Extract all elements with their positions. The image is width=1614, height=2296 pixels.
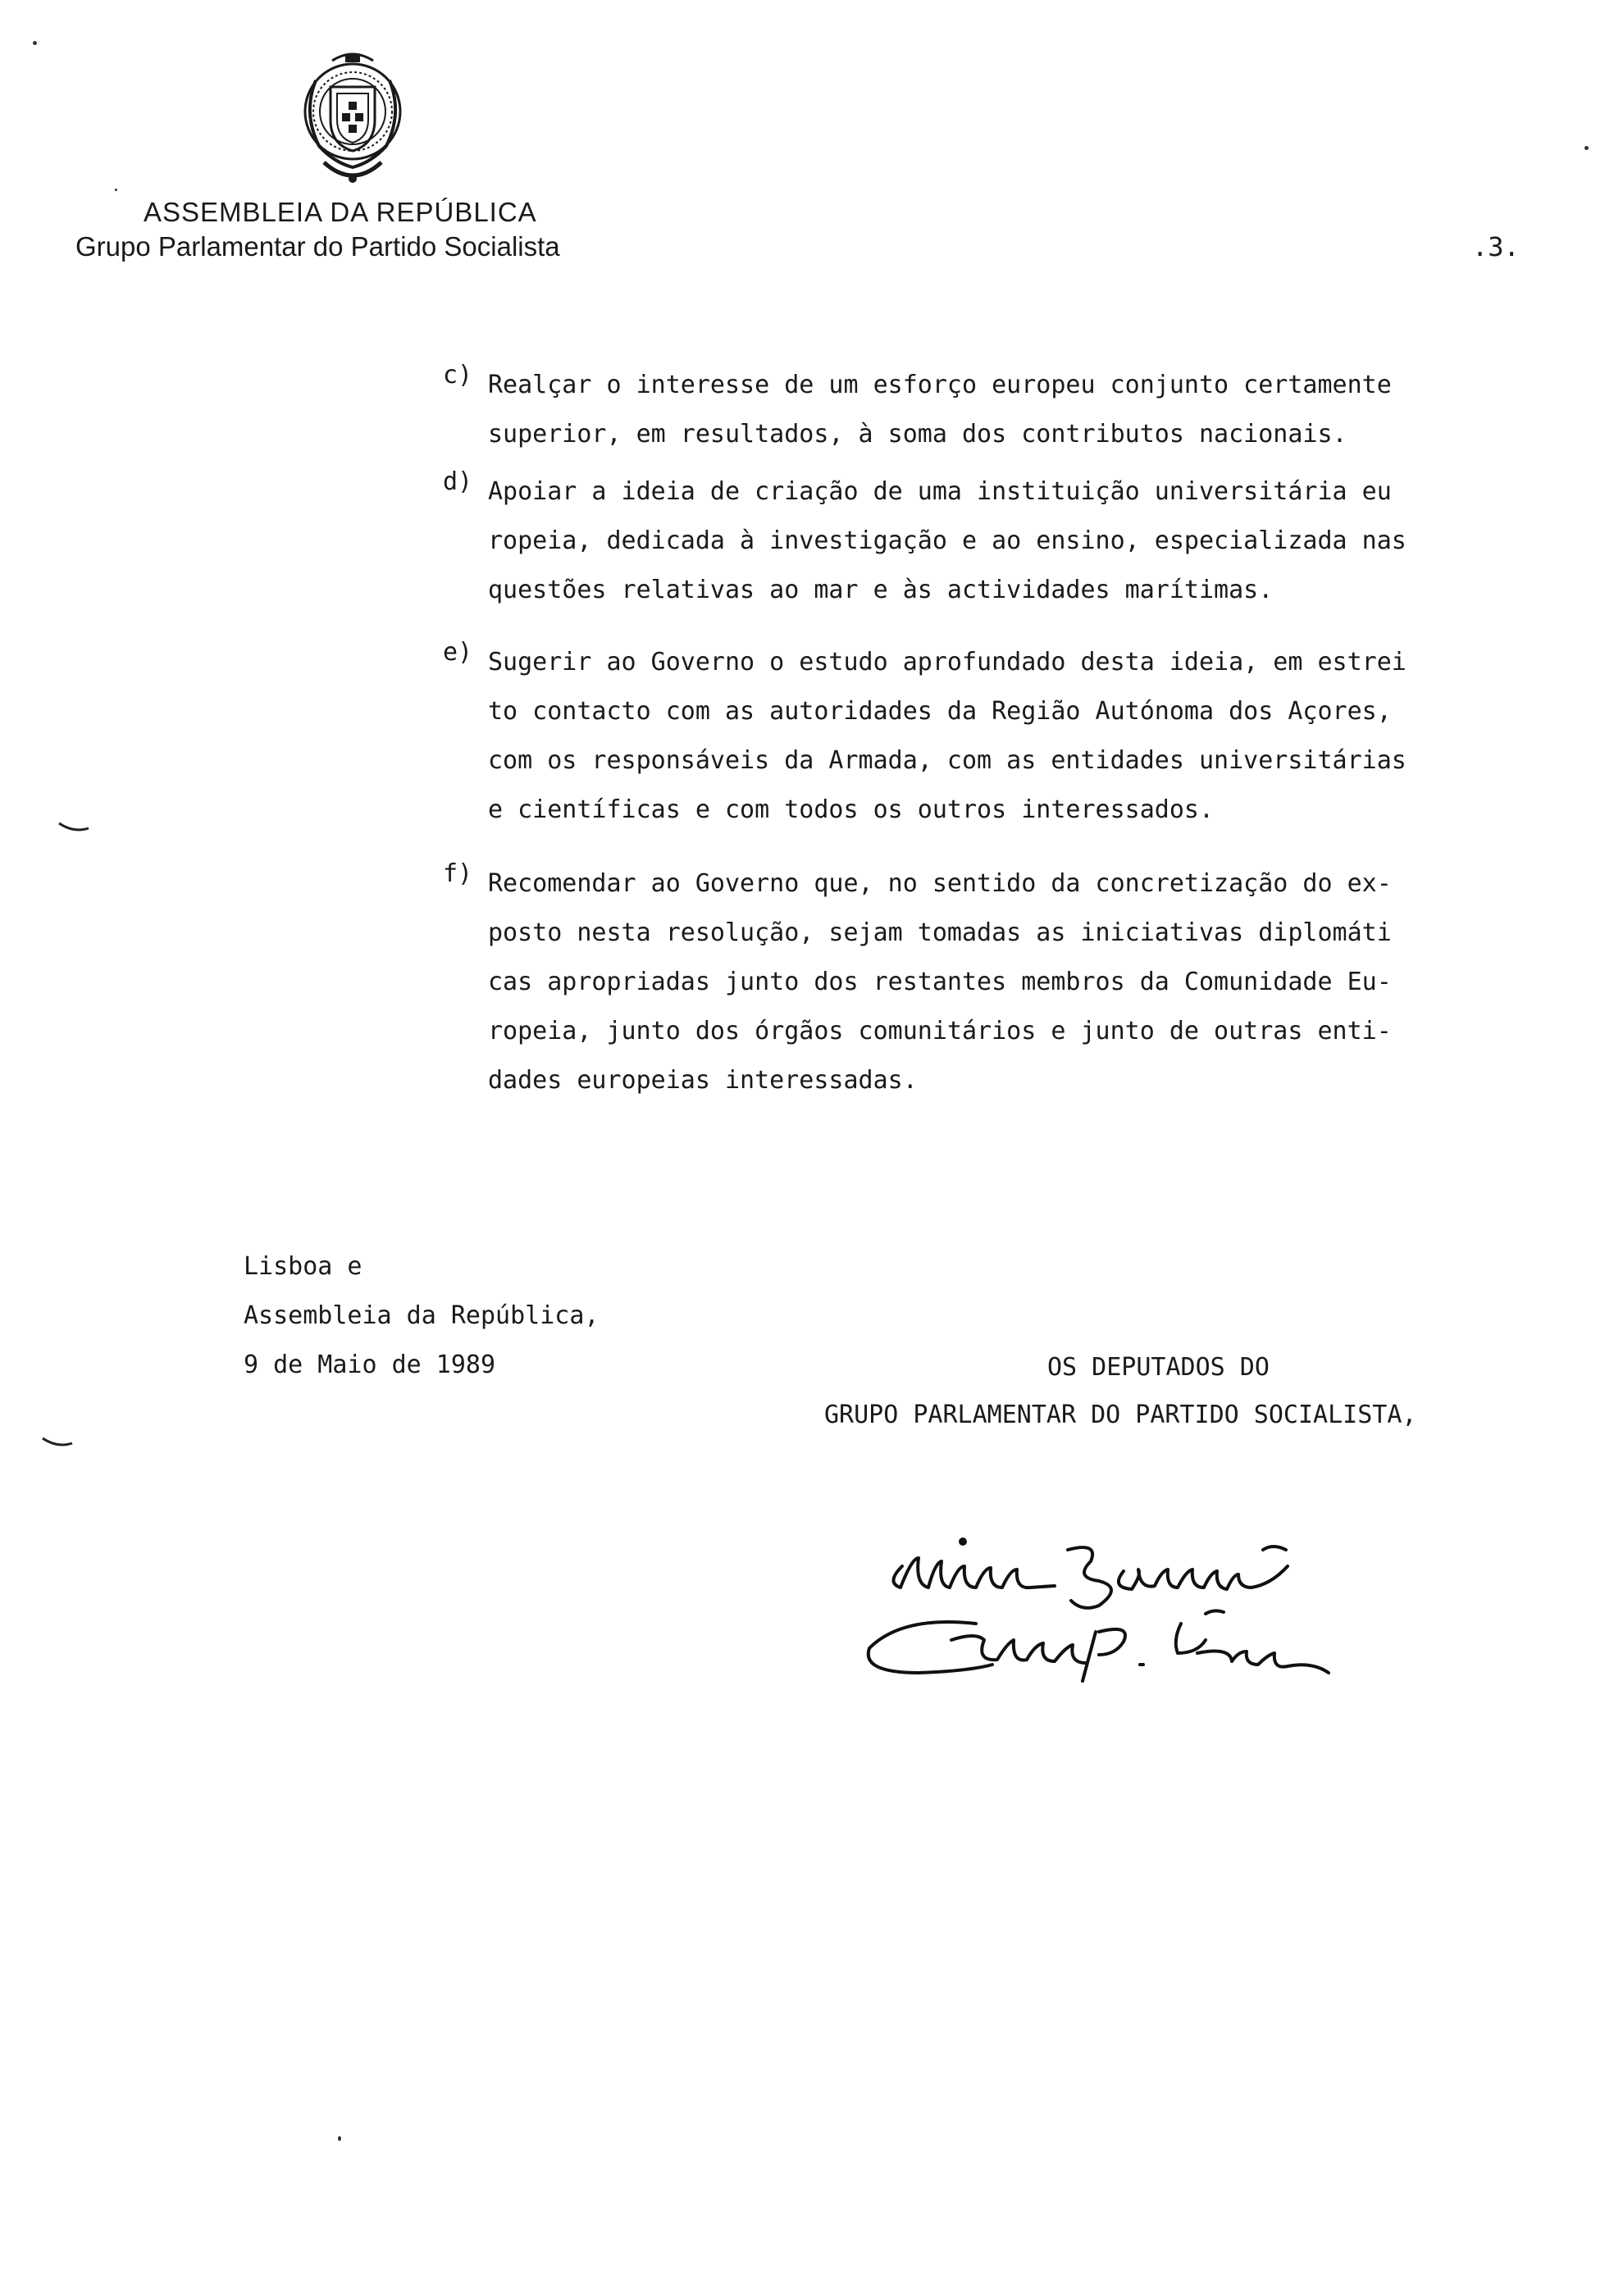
list-item bbox=[443, 859, 1550, 1105]
list-item bbox=[443, 638, 1550, 835]
signatories-group: GRUPO PARLAMENTAR DO PARTIDO SOCIALISTA, bbox=[824, 1401, 1417, 1429]
scan-mark bbox=[41, 1435, 74, 1451]
item-line: superior, em resultados, à soma dos contributos nacionais. bbox=[488, 420, 1347, 449]
signature-first bbox=[893, 1547, 1288, 1608]
item-line: Realçar o interesse de um esforço europeu conjunto certamente bbox=[488, 371, 1392, 399]
item-letter: d) bbox=[443, 467, 473, 496]
item-line: ropeia, dedicada à investigação e ao ensino, especializada nas bbox=[488, 526, 1407, 555]
scan-speck bbox=[33, 41, 37, 45]
item-letter: c) bbox=[443, 361, 473, 390]
item-line: posto nesta resolução, sejam tomadas as iniciativas diplomáti bbox=[488, 918, 1392, 947]
institution-name: ASSEMBLEIA DA REPÚBLICA bbox=[144, 197, 537, 227]
page-number: .3. bbox=[1472, 231, 1520, 262]
item-line: e científicas e com todos os outros interessados. bbox=[488, 795, 1215, 824]
item-letter: e) bbox=[443, 638, 473, 667]
item-line: com os responsáveis da Armada, com as entidades universitárias bbox=[488, 746, 1407, 775]
item-letter: f) bbox=[443, 859, 473, 888]
item-line: to contacto com as autoridades da Região Autónoma dos Açores, bbox=[488, 697, 1392, 726]
place-and-date bbox=[244, 1242, 599, 1390]
scan-speck bbox=[115, 189, 117, 191]
list-item bbox=[443, 361, 1550, 459]
item-line: Apoiar a ideia de criação de uma instituição universitária eu bbox=[488, 477, 1392, 506]
signature-second bbox=[869, 1610, 1329, 1681]
item-line: cas apropriadas junto dos restantes membros da Comunidade Eu- bbox=[488, 968, 1392, 996]
list-item bbox=[443, 467, 1550, 615]
item-line: questões relativas ao mar e às actividades marítimas. bbox=[488, 576, 1274, 604]
date: 9 de Maio de 1989 bbox=[244, 1351, 496, 1379]
item-line: dades europeias interessadas. bbox=[488, 1066, 918, 1095]
item-line: Recomendar ao Governo que, no sentido da concretização do ex- bbox=[488, 869, 1392, 898]
parliamentary-group-name: Grupo Parlamentar do Partido Socialista bbox=[75, 231, 560, 262]
scan-speck bbox=[338, 2136, 341, 2141]
handwritten-signatures bbox=[853, 1509, 1443, 1722]
item-line: Sugerir ao Governo o estudo aprofundado desta ideia, em estrei bbox=[488, 648, 1407, 676]
coat-of-arms-emblem bbox=[291, 48, 414, 191]
scan-mark bbox=[57, 820, 90, 836]
venue: Assembleia da República, bbox=[244, 1301, 600, 1330]
scan-speck bbox=[1584, 146, 1589, 150]
place: Lisboa e bbox=[244, 1252, 362, 1281]
resolution-items bbox=[443, 361, 1550, 1105]
signatories-title: OS DEPUTADOS DO bbox=[1047, 1353, 1270, 1382]
item-line: ropeia, junto dos órgãos comunitários e junto de outras enti- bbox=[488, 1017, 1392, 1046]
